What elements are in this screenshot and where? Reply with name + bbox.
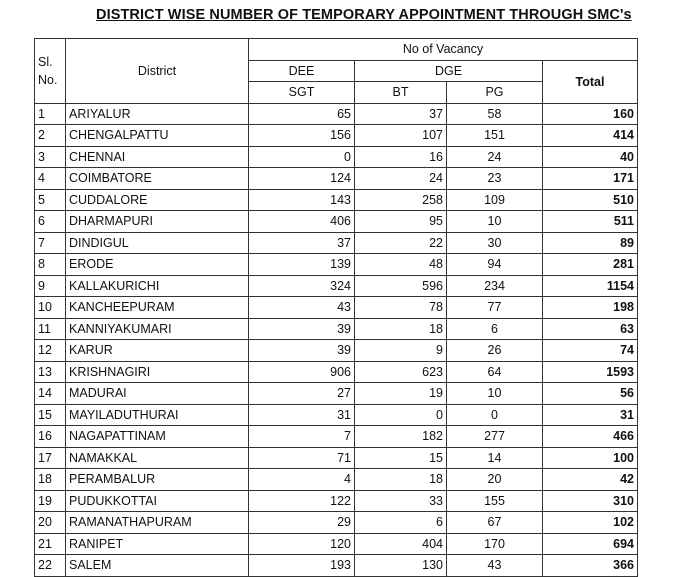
header-district: District [66,39,249,104]
cell-pg: 0 [447,404,543,426]
cell-sl-no: 12 [35,340,66,362]
table-row [35,490,638,512]
cell-sl-no: 7 [35,232,66,254]
cell-total: 414 [543,125,638,147]
header-pg: PG [447,82,543,104]
table-row [35,404,638,426]
cell-bt: 623 [355,361,447,383]
cell-district: SALEM [66,555,249,577]
cell-district: PUDUKKOTTAI [66,490,249,512]
cell-sgt: 406 [249,211,355,233]
cell-sl-no: 13 [35,361,66,383]
cell-district: MADURAI [66,383,249,405]
cell-sgt: 43 [249,297,355,319]
cell-district: KARUR [66,340,249,362]
cell-bt: 33 [355,490,447,512]
table-body [35,103,638,576]
cell-sgt: 0 [249,146,355,168]
table-row [35,469,638,491]
table-row [35,426,638,448]
table-row [35,125,638,147]
cell-bt: 404 [355,533,447,555]
cell-pg: 77 [447,297,543,319]
cell-bt: 9 [355,340,447,362]
cell-total: 74 [543,340,638,362]
cell-pg: 30 [447,232,543,254]
cell-sgt: 37 [249,232,355,254]
cell-district: DHARMAPURI [66,211,249,233]
table-row [35,189,638,211]
cell-pg: 234 [447,275,543,297]
cell-sl-no: 21 [35,533,66,555]
cell-pg: 151 [447,125,543,147]
cell-sl-no: 4 [35,168,66,190]
header-sgt: SGT [249,82,355,104]
cell-sgt: 124 [249,168,355,190]
cell-district: KALLAKURICHI [66,275,249,297]
table-row [35,447,638,469]
table-row [35,318,638,340]
cell-total: 40 [543,146,638,168]
cell-sl-no: 2 [35,125,66,147]
header-sl-no: Sl. No. [35,39,66,104]
cell-sl-no: 14 [35,383,66,405]
cell-pg: 14 [447,447,543,469]
cell-total: 56 [543,383,638,405]
cell-district: ERODE [66,254,249,276]
cell-total: 89 [543,232,638,254]
cell-bt: 596 [355,275,447,297]
cell-total: 466 [543,426,638,448]
cell-total: 1154 [543,275,638,297]
header-dee: DEE [249,60,355,82]
cell-pg: 109 [447,189,543,211]
table-row [35,103,638,125]
cell-district: CHENGALPATTU [66,125,249,147]
cell-pg: 277 [447,426,543,448]
cell-sgt: 120 [249,533,355,555]
cell-bt: 258 [355,189,447,211]
cell-bt: 16 [355,146,447,168]
cell-sl-no: 19 [35,490,66,512]
cell-bt: 24 [355,168,447,190]
cell-bt: 95 [355,211,447,233]
cell-sgt: 65 [249,103,355,125]
cell-district: KRISHNAGIRI [66,361,249,383]
cell-pg: 170 [447,533,543,555]
cell-sl-no: 22 [35,555,66,577]
cell-bt: 0 [355,404,447,426]
cell-sl-no: 17 [35,447,66,469]
cell-district: PERAMBALUR [66,469,249,491]
cell-sgt: 906 [249,361,355,383]
cell-total: 694 [543,533,638,555]
cell-sgt: 4 [249,469,355,491]
cell-sgt: 31 [249,404,355,426]
cell-total: 31 [543,404,638,426]
cell-sgt: 29 [249,512,355,534]
cell-sl-no: 15 [35,404,66,426]
table-row [35,533,638,555]
cell-district: RAMANATHAPURAM [66,512,249,534]
table-row [35,340,638,362]
cell-sl-no: 20 [35,512,66,534]
header-dge: DGE [355,60,543,82]
cell-total: 510 [543,189,638,211]
cell-sl-no: 3 [35,146,66,168]
cell-sgt: 7 [249,426,355,448]
cell-sgt: 324 [249,275,355,297]
cell-district: KANNIYAKUMARI [66,318,249,340]
cell-total: 63 [543,318,638,340]
cell-sl-no: 8 [35,254,66,276]
cell-total: 42 [543,469,638,491]
cell-pg: 20 [447,469,543,491]
cell-pg: 58 [447,103,543,125]
cell-total: 198 [543,297,638,319]
cell-bt: 18 [355,469,447,491]
table-row [35,211,638,233]
cell-total: 366 [543,555,638,577]
cell-pg: 23 [447,168,543,190]
cell-pg: 24 [447,146,543,168]
cell-district: MAYILADUTHURAI [66,404,249,426]
cell-sl-no: 6 [35,211,66,233]
cell-district: ARIYALUR [66,103,249,125]
cell-sgt: 143 [249,189,355,211]
cell-district: RANIPET [66,533,249,555]
table-row [35,254,638,276]
cell-sl-no: 5 [35,189,66,211]
header-bt: BT [355,82,447,104]
cell-sl-no: 11 [35,318,66,340]
cell-sgt: 39 [249,340,355,362]
cell-total: 511 [543,211,638,233]
table-row [35,361,638,383]
table-row [35,168,638,190]
cell-sl-no: 9 [35,275,66,297]
table-row [35,232,638,254]
cell-bt: 18 [355,318,447,340]
cell-total: 1593 [543,361,638,383]
cell-bt: 182 [355,426,447,448]
cell-sgt: 39 [249,318,355,340]
table-row [35,512,638,534]
cell-district: DINDIGUL [66,232,249,254]
cell-pg: 43 [447,555,543,577]
cell-bt: 22 [355,232,447,254]
cell-sl-no: 1 [35,103,66,125]
cell-district: NAGAPATTINAM [66,426,249,448]
cell-bt: 19 [355,383,447,405]
cell-total: 102 [543,512,638,534]
cell-sgt: 27 [249,383,355,405]
table-row [35,555,638,577]
cell-sgt: 139 [249,254,355,276]
cell-total: 281 [543,254,638,276]
table-row [35,275,638,297]
cell-sgt: 156 [249,125,355,147]
cell-total: 100 [543,447,638,469]
table-row [35,297,638,319]
header-total: Total [543,60,638,103]
cell-sl-no: 16 [35,426,66,448]
table-header [35,39,638,104]
cell-district: CHENNAI [66,146,249,168]
cell-pg: 155 [447,490,543,512]
page-title: DISTRICT WISE NUMBER OF TEMPORARY APPOINTMENT THROUGH SMC's [96,7,632,23]
header-no-of-vacancy: No of Vacancy [249,39,638,61]
cell-sgt: 122 [249,490,355,512]
cell-bt: 15 [355,447,447,469]
cell-district: COIMBATORE [66,168,249,190]
cell-district: NAMAKKAL [66,447,249,469]
cell-pg: 26 [447,340,543,362]
cell-pg: 10 [447,211,543,233]
cell-sgt: 193 [249,555,355,577]
cell-total: 171 [543,168,638,190]
cell-sl-no: 18 [35,469,66,491]
cell-district: KANCHEEPURAM [66,297,249,319]
cell-bt: 107 [355,125,447,147]
cell-pg: 6 [447,318,543,340]
vacancy-table [34,38,638,577]
cell-bt: 37 [355,103,447,125]
table-row [35,383,638,405]
cell-total: 310 [543,490,638,512]
cell-bt: 78 [355,297,447,319]
cell-pg: 64 [447,361,543,383]
cell-sgt: 71 [249,447,355,469]
cell-pg: 10 [447,383,543,405]
cell-bt: 130 [355,555,447,577]
cell-bt: 48 [355,254,447,276]
cell-district: CUDDALORE [66,189,249,211]
cell-bt: 6 [355,512,447,534]
cell-total: 160 [543,103,638,125]
cell-sl-no: 10 [35,297,66,319]
table-row [35,146,638,168]
cell-pg: 67 [447,512,543,534]
cell-pg: 94 [447,254,543,276]
